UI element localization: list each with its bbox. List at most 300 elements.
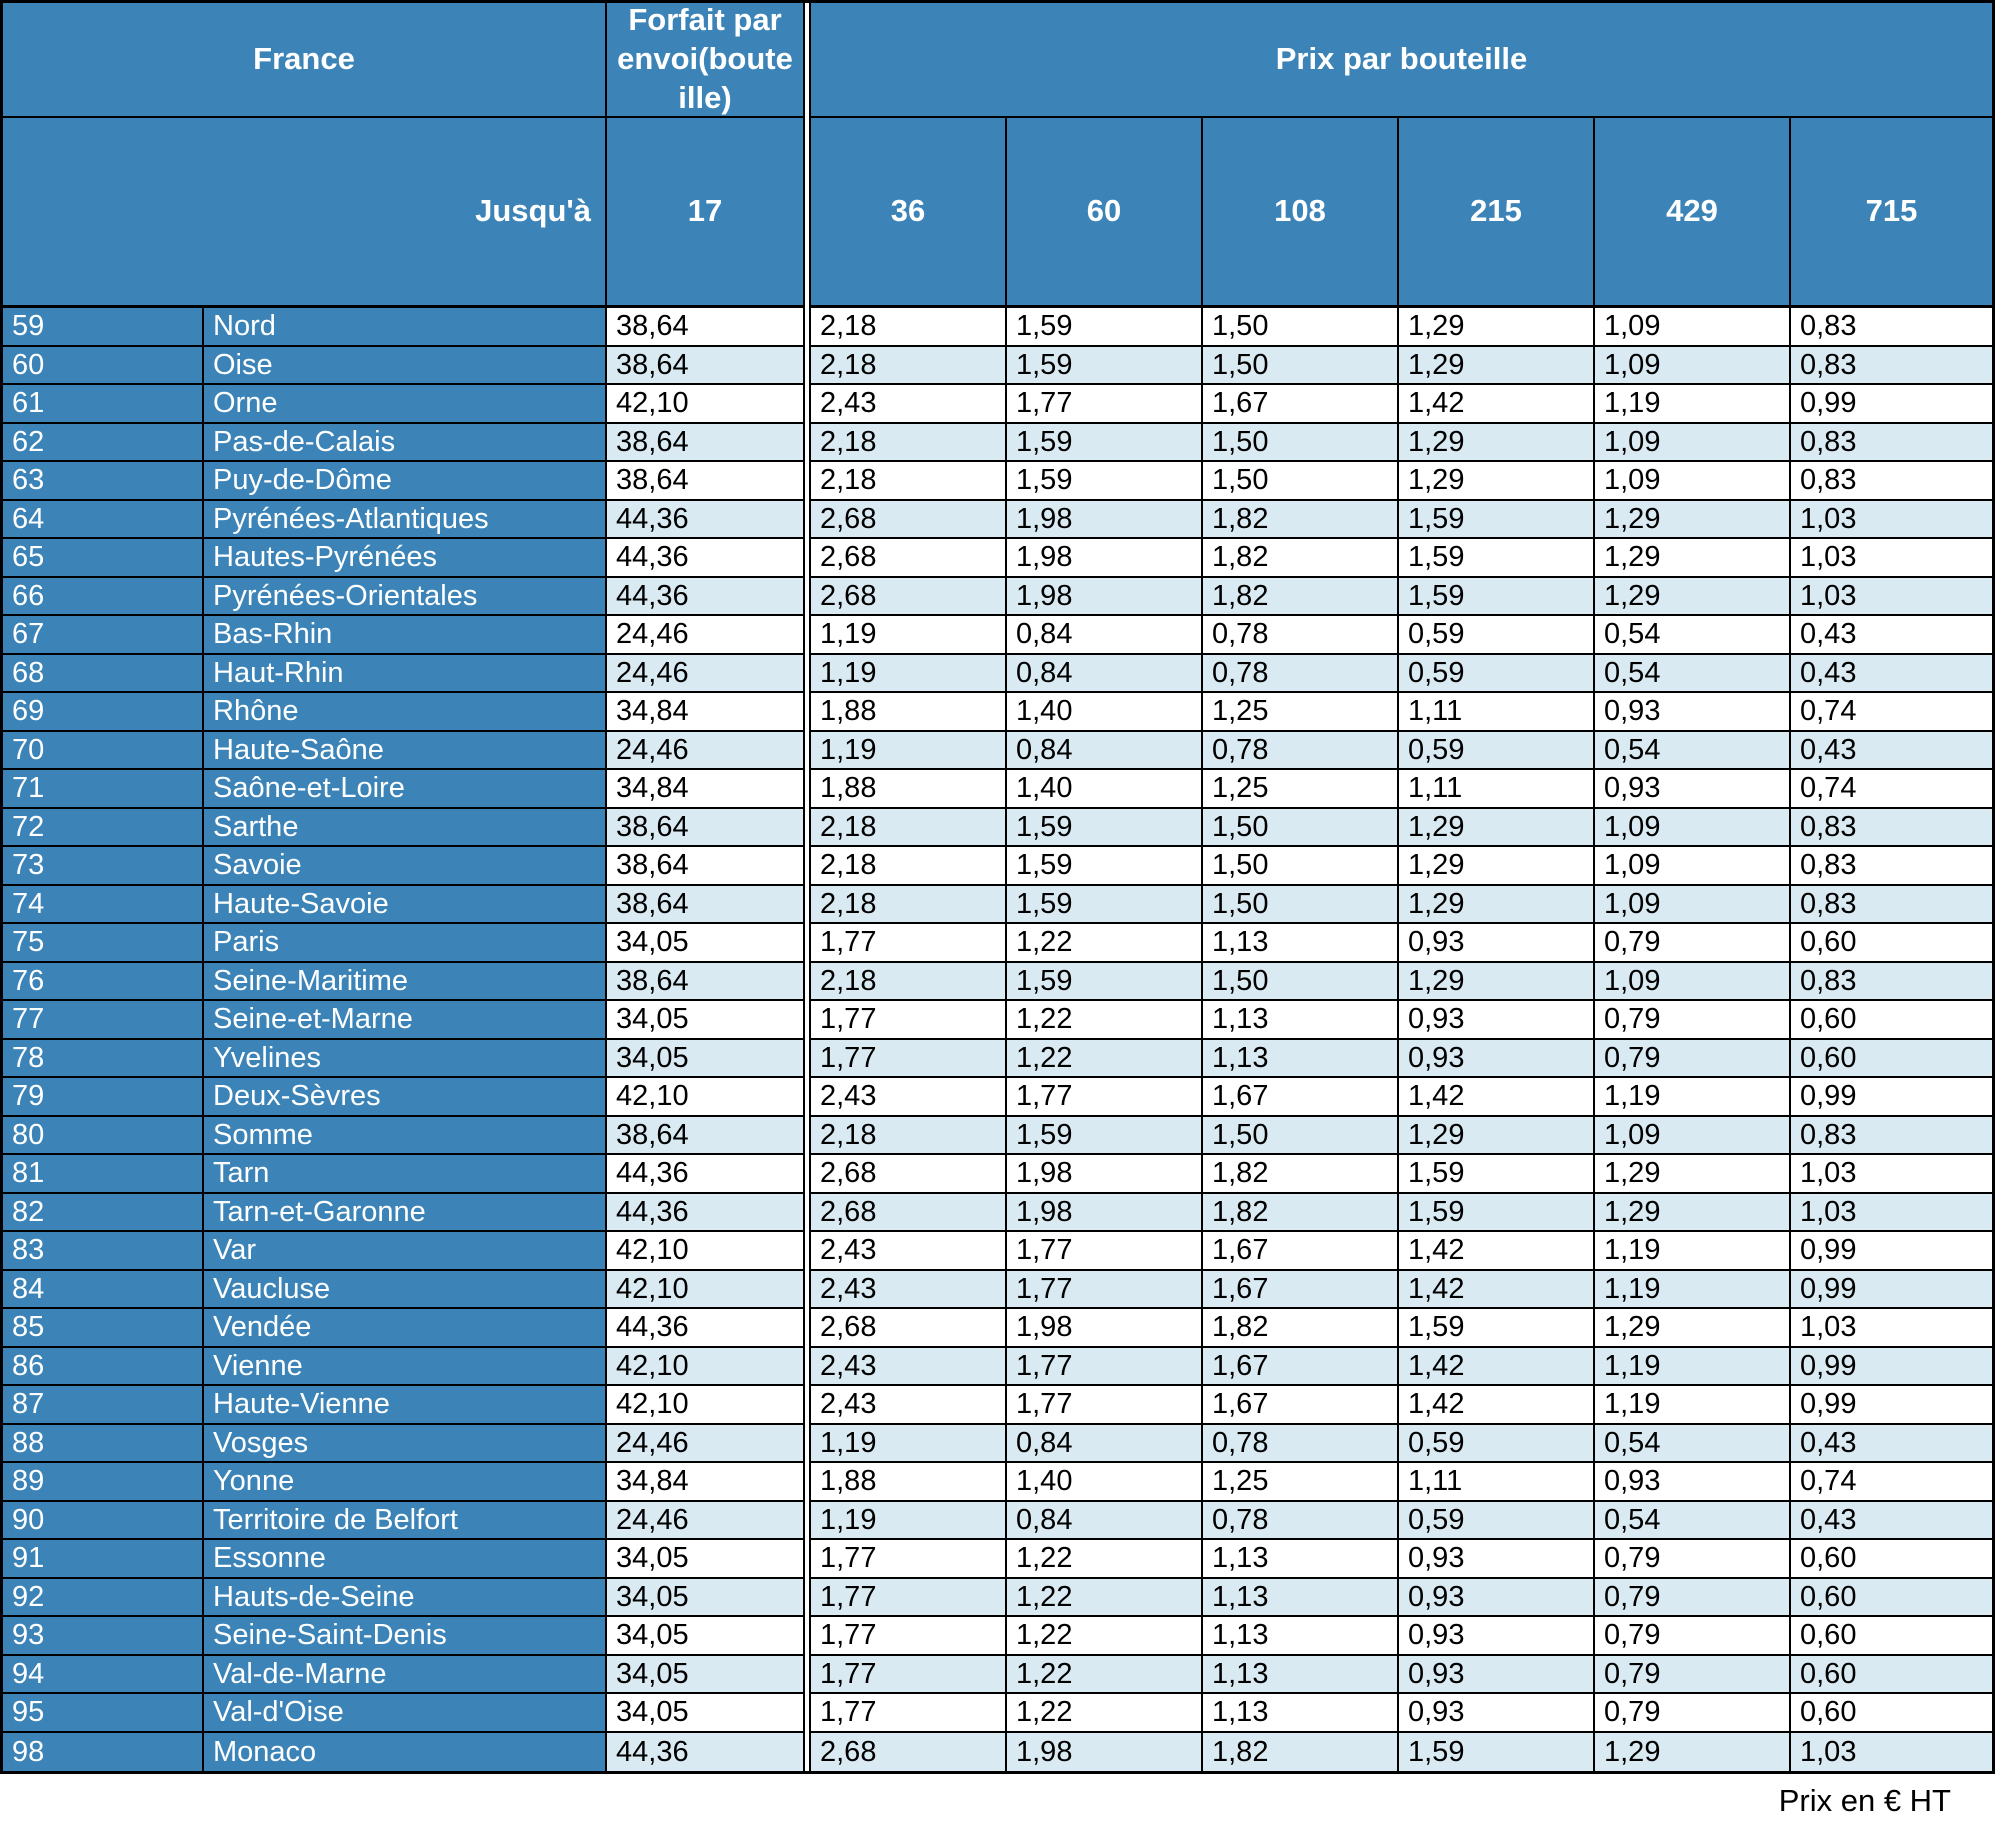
price-cell: 1,19 [811,616,1007,655]
price-cell: 0,93 [1399,1656,1595,1695]
price-cell: 2,68 [811,501,1007,540]
dept-name-cell: Rhône [204,693,607,732]
dept-name-cell: Orne [204,385,607,424]
dept-code-cell: 90 [3,1502,204,1541]
price-cell: 0,74 [1791,1463,1992,1502]
price-cell: 1,59 [1007,1117,1203,1156]
price-cell: 1,11 [1399,770,1595,809]
price-cell: 1,77 [811,1694,1007,1733]
price-cell: 1,03 [1791,539,1992,578]
price-cell: 1,50 [1203,424,1399,463]
price-cell: 1,59 [1007,809,1203,848]
price-cell: 2,18 [811,347,1007,386]
price-cell: 1,22 [1007,1579,1203,1618]
price-cell: 1,25 [1203,693,1399,732]
dept-code-cell: 76 [3,963,204,1002]
dept-code-cell: 95 [3,1694,204,1733]
dept-code-cell: 81 [3,1155,204,1194]
price-cell: 1,13 [1203,1040,1399,1079]
price-cell: 1,29 [1399,424,1595,463]
price-cell: 0,83 [1791,886,1992,925]
price-cell: 1,82 [1203,578,1399,617]
dept-name-cell: Oise [204,347,607,386]
price-cell: 0,60 [1791,1617,1992,1656]
price-cell: 1,77 [1007,1386,1203,1425]
dept-name-cell: Vaucluse [204,1271,607,1310]
dept-name-cell: Savoie [204,847,607,886]
price-cell: 1,19 [1595,385,1791,424]
price-cell: 1,88 [811,1463,1007,1502]
dept-name-cell: Nord [204,308,607,347]
price-cell: 1,13 [1203,1617,1399,1656]
dept-code-cell: 94 [3,1656,204,1695]
dept-name-cell: Vienne [204,1348,607,1387]
price-cell: 1,09 [1595,963,1791,1002]
price-cell: 1,82 [1203,1733,1399,1772]
dept-name-cell: Territoire de Belfort [204,1502,607,1541]
price-cell: 2,68 [811,1194,1007,1233]
price-cell: 2,43 [811,1386,1007,1425]
price-cell: 0,83 [1791,347,1992,386]
price-cell: 1,09 [1595,347,1791,386]
price-cell: 1,19 [811,655,1007,694]
price-cell: 1,29 [1399,809,1595,848]
price-cell: 0,78 [1203,655,1399,694]
price-cell: 1,22 [1007,1617,1203,1656]
dept-code-cell: 61 [3,385,204,424]
price-cell: 2,68 [811,578,1007,617]
price-cell: 1,98 [1007,1733,1203,1772]
price-cell: 1,11 [1399,693,1595,732]
dept-code-cell: 88 [3,1425,204,1464]
price-cell: 1,77 [811,1040,1007,1079]
price-cell: 1,59 [1399,1309,1595,1348]
forfait-cell: 34,84 [607,770,803,809]
price-cell: 2,18 [811,847,1007,886]
forfait-cell: 44,36 [607,501,803,540]
price-cell: 1,67 [1203,1348,1399,1387]
dept-name-cell: Pyrénées-Orientales [204,578,607,617]
price-cell: 1,29 [1595,1155,1791,1194]
price-cell: 1,19 [811,1502,1007,1541]
price-cell: 2,68 [811,1309,1007,1348]
price-cell: 2,18 [811,308,1007,347]
dept-code-cell: 86 [3,1348,204,1387]
price-cell: 1,59 [1399,1194,1595,1233]
forfait-cell: 42,10 [607,1348,803,1387]
price-cell: 0,59 [1399,1425,1595,1464]
price-cell: 1,22 [1007,924,1203,963]
price-cell: 0,79 [1595,1579,1791,1618]
price-cell: 0,74 [1791,693,1992,732]
price-cell: 0,99 [1791,1271,1992,1310]
dept-code-cell: 84 [3,1271,204,1310]
price-cell: 2,43 [811,1078,1007,1117]
price-cell: 0,60 [1791,1656,1992,1695]
price-cell: 0,93 [1399,1001,1595,1040]
price-cell: 0,79 [1595,1694,1791,1733]
dept-code-cell: 85 [3,1309,204,1348]
price-cell: 0,78 [1203,1425,1399,1464]
price-cell: 2,43 [811,385,1007,424]
price-cell: 1,50 [1203,347,1399,386]
price-cell: 0,83 [1791,963,1992,1002]
forfait-cell: 24,46 [607,1425,803,1464]
forfait-cell: 24,46 [607,616,803,655]
price-cell: 1,77 [1007,385,1203,424]
price-cell: 1,29 [1399,347,1595,386]
header-prix-par-bouteille: Prix par bouteille [811,3,1992,118]
price-cell: 1,50 [1203,308,1399,347]
dept-code-cell: 63 [3,462,204,501]
price-cell: 0,83 [1791,462,1992,501]
forfait-cell: 44,36 [607,539,803,578]
price-cell: 1,82 [1203,539,1399,578]
forfait-cell: 38,64 [607,424,803,463]
forfait-cell: 38,64 [607,347,803,386]
price-cell: 1,42 [1399,1232,1595,1271]
price-cell: 1,29 [1399,886,1595,925]
price-cell: 1,67 [1203,1271,1399,1310]
price-cell: 2,18 [811,963,1007,1002]
price-cell: 0,43 [1791,616,1992,655]
price-cell: 1,19 [811,1425,1007,1464]
dept-name-cell: Vosges [204,1425,607,1464]
price-cell: 1,19 [1595,1386,1791,1425]
price-cell: 1,50 [1203,809,1399,848]
price-cell: 1,09 [1595,847,1791,886]
price-cell: 1,59 [1399,1733,1595,1772]
price-cell: 1,77 [811,1001,1007,1040]
price-cell: 1,22 [1007,1540,1203,1579]
price-cell: 0,43 [1791,655,1992,694]
price-cell: 0,78 [1203,1502,1399,1541]
price-cell: 1,29 [1595,501,1791,540]
dept-name-cell: Vendée [204,1309,607,1348]
price-cell: 1,82 [1203,1194,1399,1233]
price-cell: 1,67 [1203,1078,1399,1117]
price-cell: 1,11 [1399,1463,1595,1502]
dept-name-cell: Var [204,1232,607,1271]
price-cell: 1,50 [1203,847,1399,886]
dept-code-cell: 64 [3,501,204,540]
dept-name-cell: Hauts-de-Seine [204,1579,607,1618]
price-cell: 1,67 [1203,1386,1399,1425]
price-cell: 1,09 [1595,809,1791,848]
price-cell: 1,13 [1203,1656,1399,1695]
price-cell: 1,29 [1399,308,1595,347]
dept-name-cell: Seine-et-Marne [204,1001,607,1040]
price-cell: 0,60 [1791,1040,1992,1079]
price-cell: 1,29 [1399,1117,1595,1156]
price-cell: 1,40 [1007,1463,1203,1502]
price-cell: 0,99 [1791,385,1992,424]
price-cell: 1,77 [811,924,1007,963]
forfait-cell: 24,46 [607,1502,803,1541]
forfait-cell: 34,05 [607,1579,803,1618]
dept-name-cell: Paris [204,924,607,963]
price-cell: 1,98 [1007,1155,1203,1194]
price-cell: 1,88 [811,770,1007,809]
dept-code-cell: 69 [3,693,204,732]
price-cell: 1,03 [1791,1155,1992,1194]
price-cell: 2,18 [811,809,1007,848]
price-cell: 0,79 [1595,1656,1791,1695]
price-cell: 1,40 [1007,770,1203,809]
dept-code-cell: 75 [3,924,204,963]
price-cell: 1,82 [1203,1309,1399,1348]
price-cell: 1,29 [1399,847,1595,886]
price-cell: 1,03 [1791,501,1992,540]
price-cell: 1,42 [1399,1386,1595,1425]
header-qty-215: 215 [1399,118,1595,308]
price-cell: 0,83 [1791,308,1992,347]
price-cell: 1,77 [1007,1348,1203,1387]
price-unit-note: Prix en € HT [1778,1783,1951,1818]
price-cell: 0,59 [1399,655,1595,694]
price-cell: 1,13 [1203,1001,1399,1040]
price-cell: 0,60 [1791,1540,1992,1579]
dept-name-cell: Hautes-Pyrénées [204,539,607,578]
forfait-cell: 38,64 [607,886,803,925]
dept-code-cell: 59 [3,308,204,347]
dept-name-cell: Tarn-et-Garonne [204,1194,607,1233]
price-cell: 1,82 [1203,1155,1399,1194]
forfait-cell: 34,05 [607,1001,803,1040]
price-cell: 1,19 [1595,1232,1791,1271]
price-cell: 1,03 [1791,1309,1992,1348]
price-cell: 0,93 [1595,693,1791,732]
price-cell: 0,78 [1203,732,1399,771]
price-cell: 0,79 [1595,1617,1791,1656]
price-cell: 0,84 [1007,655,1203,694]
dept-code-cell: 82 [3,1194,204,1233]
price-cell: 2,43 [811,1348,1007,1387]
price-cell: 1,59 [1007,424,1203,463]
dept-code-cell: 71 [3,770,204,809]
header-qty-108: 108 [1203,118,1399,308]
price-cell: 0,54 [1595,732,1791,771]
forfait-cell: 34,05 [607,1617,803,1656]
dept-name-cell: Yonne [204,1463,607,1502]
forfait-cell: 44,36 [607,578,803,617]
dept-name-cell: Sarthe [204,809,607,848]
price-cell: 2,68 [811,1733,1007,1772]
price-cell: 1,03 [1791,578,1992,617]
price-cell: 0,60 [1791,1694,1992,1733]
price-cell: 1,42 [1399,1348,1595,1387]
price-cell: 1,59 [1399,539,1595,578]
price-cell: 2,43 [811,1232,1007,1271]
dept-code-cell: 83 [3,1232,204,1271]
forfait-cell: 44,36 [607,1155,803,1194]
price-cell: 2,18 [811,886,1007,925]
price-cell: 0,93 [1595,1463,1791,1502]
dept-code-cell: 70 [3,732,204,771]
dept-name-cell: Monaco [204,1733,607,1772]
price-cell: 1,42 [1399,1271,1595,1310]
price-cell: 0,84 [1007,616,1203,655]
price-cell: 1,77 [1007,1078,1203,1117]
price-cell: 0,93 [1399,1040,1595,1079]
price-cell: 1,59 [1007,462,1203,501]
dept-name-cell: Bas-Rhin [204,616,607,655]
price-cell: 0,79 [1595,1540,1791,1579]
price-cell: 2,68 [811,1155,1007,1194]
price-cell: 1,29 [1595,1194,1791,1233]
price-cell: 0,43 [1791,1502,1992,1541]
price-cell: 2,18 [811,1117,1007,1156]
price-cell: 1,98 [1007,1309,1203,1348]
price-cell: 1,50 [1203,886,1399,925]
price-cell: 0,78 [1203,616,1399,655]
price-cell: 1,19 [1595,1348,1791,1387]
price-cell: 0,79 [1595,924,1791,963]
dept-name-cell: Tarn [204,1155,607,1194]
price-cell: 1,98 [1007,539,1203,578]
price-cell: 1,98 [1007,578,1203,617]
forfait-cell: 42,10 [607,1232,803,1271]
price-cell: 1,09 [1595,886,1791,925]
dept-code-cell: 77 [3,1001,204,1040]
forfait-cell: 38,64 [607,1117,803,1156]
price-cell: 1,42 [1399,1078,1595,1117]
dept-code-cell: 91 [3,1540,204,1579]
dept-code-cell: 78 [3,1040,204,1079]
price-cell: 1,59 [1007,847,1203,886]
double-border-gap [803,3,811,1771]
price-cell: 0,79 [1595,1040,1791,1079]
price-cell: 1,77 [811,1617,1007,1656]
dept-name-cell: Essonne [204,1540,607,1579]
price-cell: 2,68 [811,539,1007,578]
header-qty-17: 17 [607,118,803,308]
price-cell: 1,77 [811,1540,1007,1579]
forfait-cell: 42,10 [607,385,803,424]
dept-code-cell: 89 [3,1463,204,1502]
dept-name-cell: Haute-Vienne [204,1386,607,1425]
forfait-cell: 44,36 [607,1194,803,1233]
dept-code-cell: 74 [3,886,204,925]
price-cell: 1,22 [1007,1694,1203,1733]
dept-code-cell: 98 [3,1733,204,1772]
price-cell: 1,50 [1203,462,1399,501]
price-cell: 2,18 [811,424,1007,463]
price-cell: 1,03 [1791,1194,1992,1233]
dept-name-cell: Saône-et-Loire [204,770,607,809]
forfait-cell: 34,05 [607,1694,803,1733]
price-cell: 1,09 [1595,308,1791,347]
price-cell: 1,98 [1007,1194,1203,1233]
price-cell: 1,09 [1595,1117,1791,1156]
price-cell: 1,82 [1203,501,1399,540]
price-cell: 0,84 [1007,732,1203,771]
price-cell: 1,25 [1203,770,1399,809]
price-cell: 1,25 [1203,1463,1399,1502]
forfait-cell: 24,46 [607,732,803,771]
price-cell: 0,59 [1399,1502,1595,1541]
dept-name-cell: Val-d'Oise [204,1694,607,1733]
price-cell: 1,59 [1007,347,1203,386]
price-cell: 1,29 [1595,539,1791,578]
price-cell: 0,54 [1595,1502,1791,1541]
dept-code-cell: 67 [3,616,204,655]
price-cell: 1,22 [1007,1001,1203,1040]
price-cell: 0,59 [1399,616,1595,655]
price-cell: 0,93 [1399,1579,1595,1618]
header-qty-429: 429 [1595,118,1791,308]
dept-code-cell: 65 [3,539,204,578]
price-cell: 1,98 [1007,501,1203,540]
price-cell: 0,60 [1791,1579,1992,1618]
price-cell: 1,29 [1399,963,1595,1002]
dept-code-cell: 66 [3,578,204,617]
price-cell: 1,19 [1595,1271,1791,1310]
price-cell: 0,83 [1791,809,1992,848]
price-cell: 1,50 [1203,1117,1399,1156]
price-cell: 0,93 [1399,1540,1595,1579]
price-cell: 0,74 [1791,770,1992,809]
price-cell: 0,99 [1791,1232,1992,1271]
price-cell: 1,77 [811,1656,1007,1695]
price-cell: 0,60 [1791,924,1992,963]
forfait-cell: 38,64 [607,809,803,848]
price-cell: 0,83 [1791,847,1992,886]
dept-code-cell: 87 [3,1386,204,1425]
price-cell: 1,13 [1203,1694,1399,1733]
forfait-cell: 34,05 [607,1656,803,1695]
dept-name-cell: Pyrénées-Atlantiques [204,501,607,540]
price-cell: 1,77 [1007,1271,1203,1310]
price-cell: 0,84 [1007,1425,1203,1464]
price-cell: 0,99 [1791,1078,1992,1117]
price-cell: 1,59 [1007,308,1203,347]
price-cell: 0,93 [1399,924,1595,963]
price-cell: 1,13 [1203,924,1399,963]
price-cell: 1,77 [1007,1232,1203,1271]
header-qty-36: 36 [811,118,1007,308]
header-qty-60: 60 [1007,118,1203,308]
forfait-cell: 38,64 [607,847,803,886]
forfait-cell: 34,84 [607,1463,803,1502]
price-cell: 0,43 [1791,732,1992,771]
forfait-cell: 38,64 [607,462,803,501]
forfait-cell: 24,46 [607,655,803,694]
forfait-cell: 44,36 [607,1309,803,1348]
forfait-cell: 34,05 [607,924,803,963]
price-cell: 1,40 [1007,693,1203,732]
price-cell: 0,79 [1595,1001,1791,1040]
dept-code-cell: 79 [3,1078,204,1117]
dept-code-cell: 62 [3,424,204,463]
header-jusqua: Jusqu'à [3,118,607,308]
price-cell: 0,54 [1595,616,1791,655]
price-cell: 1,09 [1595,462,1791,501]
price-cell: 0,59 [1399,732,1595,771]
price-cell: 0,43 [1791,1425,1992,1464]
price-cell: 1,88 [811,693,1007,732]
forfait-cell: 42,10 [607,1386,803,1425]
price-cell: 0,83 [1791,1117,1992,1156]
dept-name-cell: Haut-Rhin [204,655,607,694]
dept-name-cell: Haute-Saône [204,732,607,771]
forfait-cell: 34,05 [607,1040,803,1079]
price-cell: 0,93 [1399,1694,1595,1733]
price-cell: 0,54 [1595,655,1791,694]
price-cell: 1,59 [1007,886,1203,925]
price-cell: 0,93 [1399,1617,1595,1656]
header-forfait-par-envoi: Forfait par envoi(bouteille) [607,3,803,118]
